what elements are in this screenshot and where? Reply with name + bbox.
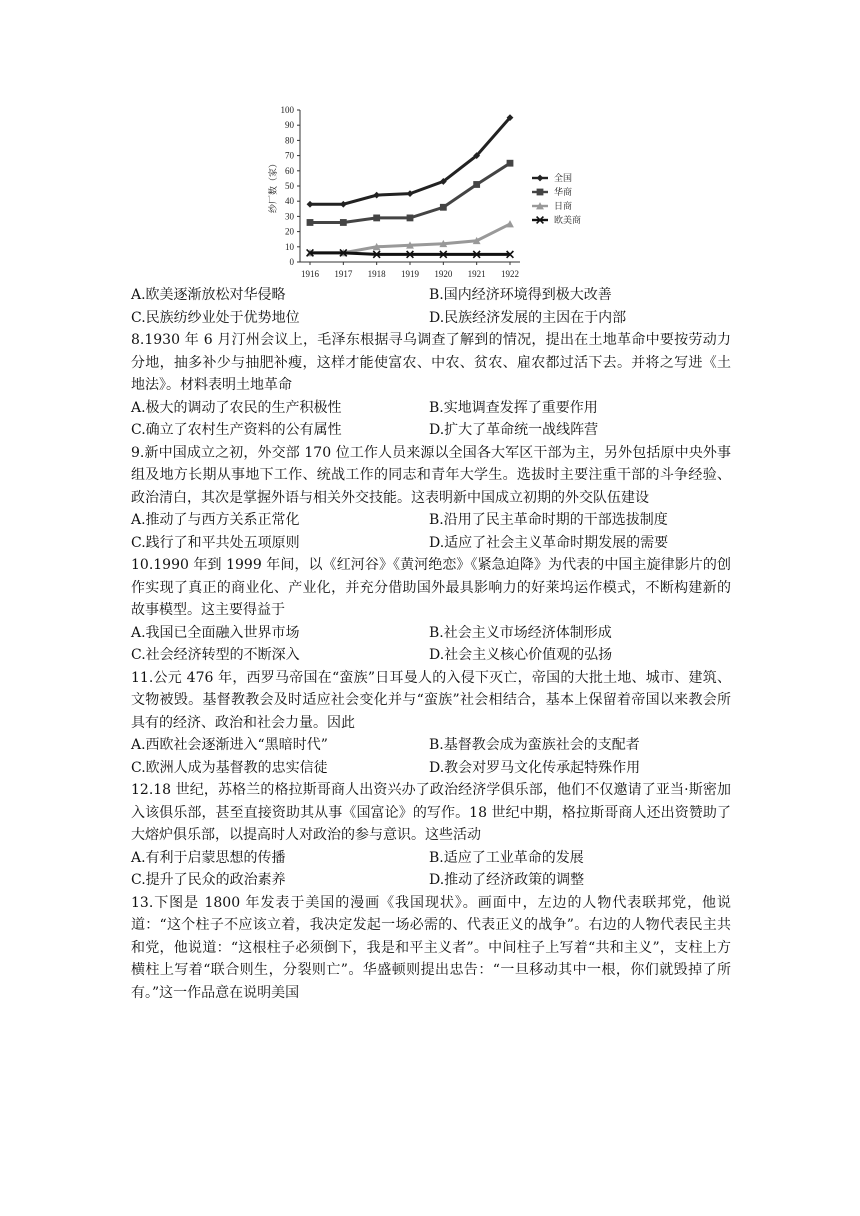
x-tick-label: 1920 (434, 269, 453, 279)
q7-option-a: A.欧美逐渐放松对华侵略 (131, 287, 286, 303)
q8-options-row2 (131, 419, 731, 442)
q10-option-d: D.社会主义核心价值观的弘扬 (429, 647, 613, 663)
legend-label-1: 全国 (554, 174, 573, 184)
x-tick-label: 1917 (334, 269, 353, 279)
y-tick-label: 50 (285, 181, 294, 191)
q7-options-row1 (131, 284, 731, 307)
q12-option-d: D.推动了经济政策的调整 (429, 872, 585, 888)
q7-options-row2 (131, 307, 731, 330)
y-tick-label: 20 (285, 226, 294, 237)
q10-options-row1 (131, 622, 731, 645)
y-tick-label: 40 (285, 196, 294, 207)
data-point-series-2 (407, 215, 414, 222)
q8-options-row1 (131, 397, 731, 420)
legend-label-4: 欧美商 (554, 216, 582, 226)
q8-option-c: C.确立了农村生产资料的公有属性 (131, 422, 342, 438)
data-point-series-2 (307, 219, 314, 226)
x-tick-label: 1919 (401, 269, 419, 279)
legend-marker-2 (537, 189, 544, 196)
q11-options-row1 (131, 734, 731, 757)
question-text (131, 284, 731, 1004)
q9-option-b: B.沿用了民主革命时期的干部选拔制度 (429, 512, 668, 528)
q12-option-a: A.有利于启蒙思想的传播 (131, 849, 286, 866)
data-point-series-2 (507, 160, 514, 167)
x-tick-label: 1922 (501, 269, 519, 279)
q11-options-row2 (131, 757, 731, 780)
data-point-series-2 (473, 181, 480, 188)
y-tick-label: 80 (285, 135, 294, 146)
legend-marker-1 (537, 175, 544, 182)
x-tick-label: 1916 (301, 269, 319, 279)
chart-svg (262, 100, 592, 290)
y-tick-label: 100 (280, 105, 294, 115)
q11-option-b: B.基督教会成为蛮族社会的支配者 (429, 737, 640, 753)
y-tick-label: 60 (285, 165, 294, 176)
data-point-series-1 (373, 192, 380, 199)
q12-options-row2 (131, 869, 731, 892)
q9-option-a: A.推动了与西方关系正常化 (131, 512, 300, 528)
data-point-series-1 (340, 201, 347, 208)
q10-stem: 10.1990 年到 1999 年间，以《红河谷》《黄河绝恋》《紧急迫降》为代表的中国主旋律影片的创作实现了真正的商业化、产业化，并充分借助国外最具影响力的好莱坞运作模式，不断构建新的故事模型。这主要得益于 (131, 557, 731, 618)
q13-stem: 13.下图是 1800 年发表于美国的漫画《我国现状》。画面中，左边的人物代表联邦党，他说道：“这个柱子不应该立着，我决定发起一场必需的、代表正义的战争”。右边的人物代表民主共和党，他说道：“这根柱子必须倒下，我是和平主义者”。中间柱子上写着“共和主义”，支柱上方横柱上写着“联合则生，分裂则亡”。华盛顿则提出忠告：“一旦移动其中一根，你们就毁掉了所有。”这一作品意在说明美国 (131, 894, 731, 1001)
q11-stem: 11.公元 476 年，西罗马帝国在“蛮族”日耳曼人的入侵下灭亡，帝国的大批土地、城市、建筑、文物被毁。基督教教会及时适应社会变化并与“蛮族”社会相结合，基本上保留着帝国以来教会所具有的经济、政治和社会力量。因此 (131, 669, 731, 731)
q7-option-b: B.国内经济环境得到极大改善 (429, 287, 612, 303)
q9-options-row1 (131, 509, 731, 532)
legend-label-3: 日商 (554, 202, 573, 212)
q8-option-a: A.极大的调动了农民的生产积极性 (131, 399, 342, 416)
q7-option-c: C.民族纺纱业处于优势地位 (131, 309, 300, 326)
line-chart (262, 100, 592, 290)
q12-stem: 12.18 世纪，苏格兰的格拉斯哥商人出资兴办了政治经济学俱乐部，他们不仅邀请了亚当·斯密加入该俱乐部，甚至直接资助其从事《国富论》的写作。18 世纪中期，格拉斯哥商人还出资赞助了大熔炉俱乐部，以提高时人对政治的参与意识。这些活动 (131, 782, 731, 843)
x-tick-label: 1921 (467, 269, 486, 279)
q9-option-c: C.践行了和平共处五项原则 (131, 534, 300, 551)
y-tick-label: 90 (285, 120, 294, 131)
q9-option-d: D.适应了社会主义革命时期发展的需要 (429, 534, 669, 551)
q10-option-c: C.社会经济转型的不断深入 (131, 647, 300, 663)
y-tick-label: 70 (285, 150, 294, 161)
legend-label-2: 华商 (554, 188, 573, 198)
q7-option-d: D.民族经济发展的主因在于内部 (429, 309, 627, 326)
q9-options-row2 (131, 532, 731, 555)
q11-option-c: C.欧洲人成为基督教的忠实信徒 (131, 759, 328, 776)
data-point-series-2 (440, 204, 447, 211)
q8-stem: 8.1930 年 6 月汀州会议上，毛泽东根据寻乌调查了解到的情况，提出在土地革命中要按劳动力分地，抽多补少与抽肥补瘦，这样才能使富农、中农、贫农、雇农都过活下去。并将之写进《土地法》。材料表明土地革命 (131, 332, 731, 393)
q11-option-d: D.教会对罗马文化传承起特殊作用 (429, 759, 641, 776)
q10-option-b: B.社会主义市场经济体制形成 (429, 624, 612, 641)
data-point-series-2 (373, 215, 380, 222)
q8-option-b: B.实地调查发挥了重要作用 (429, 399, 598, 416)
q10-option-a: A.我国已全面融入世界市场 (131, 624, 300, 641)
y-axis-label: 纱厂数（家） (269, 158, 279, 214)
q9-stem: 9.新中国成立之初，外交部 170 位工作人员来源以全国各大军区干部为主，另外包括原中央外事组及地方长期从事地下工作、统战工作的同志和青年大学生。选拔时主要注重干部的斗争经验、政治清白，其次是掌握外语与相关外交技能。这表明新中国成立初期的外交队伍建设 (131, 444, 731, 506)
data-point-series-1 (307, 201, 314, 208)
q12-option-c: C.提升了民众的政治素养 (131, 872, 286, 888)
q8-option-d: D.扩大了革命统一战线阵营 (429, 422, 599, 438)
data-point-series-2 (340, 219, 347, 226)
y-tick-label: 0 (289, 257, 294, 267)
q10-options-row2 (131, 644, 731, 667)
x-tick-label: 1918 (367, 269, 386, 279)
y-tick-label: 30 (285, 211, 294, 222)
q11-option-a: A.西欧社会逐渐进入“黑暗时代” (131, 737, 328, 753)
q12-option-b: B.适应了工业革命的发展 (429, 849, 584, 866)
y-tick-label: 10 (285, 241, 294, 252)
q12-options-row1 (131, 847, 731, 870)
